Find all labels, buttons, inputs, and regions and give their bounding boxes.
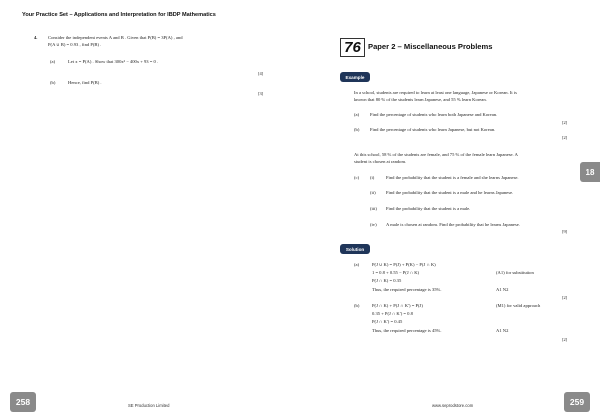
page-number-left: 258 xyxy=(10,392,36,412)
question-c-iii-text: Find the probability that the student is a male. xyxy=(386,206,471,211)
solution-b-line1: P(J ∩ K) + P(J ∩ K′) = P(J) xyxy=(372,303,423,308)
footer-publisher: SE Production Limited xyxy=(128,403,170,408)
chapter-number-box: 76 xyxy=(340,38,365,57)
solution-a-line2-note: (A1) for substitution xyxy=(496,270,534,275)
running-header: Your Practice Set – Applications and Interpretation for IBDP Mathematics xyxy=(22,12,216,18)
solution-b-marks: [2] xyxy=(562,337,568,342)
solution-a-label: (a) xyxy=(354,262,360,267)
question-text-line1: Consider the independent events A and B . Given that P(B) = 3P(A) , and xyxy=(48,35,183,40)
part-a-marks: [4] xyxy=(258,71,264,76)
example-badge: Example xyxy=(340,72,370,82)
solution-b-label: (b) xyxy=(354,303,360,308)
solution-b-line3: P(J ∩ K′) = 0.45 xyxy=(372,319,403,324)
solution-b-line4: Thus, the required percentage is 45%. xyxy=(372,328,442,333)
question-b-marks: [2] xyxy=(562,135,568,140)
question-number: 4. xyxy=(34,35,38,40)
question-a-label: (a) xyxy=(354,112,360,117)
solution-b-line2: 0.35 + P(J ∩ K′) = 0.8 xyxy=(372,311,413,316)
solution-a-line3: P(J ∩ K) = 0.35 xyxy=(372,278,402,283)
footer-website: www.seprodstore.com xyxy=(432,403,474,408)
solution-b-line4-note: A1 N2 xyxy=(496,328,509,333)
question-c-ii-text: Find the probability that the student is a male and he learns Japanese. xyxy=(386,190,514,195)
info-line2: student is chosen at random. xyxy=(354,159,407,164)
example-intro-line1: In a school, students are required to learn at least one language, Japanese or Korean. It is xyxy=(354,90,517,95)
question-c-marks: [9] xyxy=(562,229,568,234)
example-intro-line2: known that 80 % of the students learn Japanese, and 55 % learn Korean. xyxy=(354,97,487,102)
chapter-side-tab: 18 xyxy=(580,162,600,182)
question-c-i-text: Find the probability that the student is a female and she learns Japanese. xyxy=(386,175,519,180)
question-c-iii-label: (iii) xyxy=(370,206,377,211)
question-a-text: Find the percentage of students who learn both Japanese and Korean. xyxy=(370,112,498,117)
info-line1: At this school, 58 % of the students are female, and 75 % of the female learn Japanese. A xyxy=(354,152,518,157)
question-c-ii-label: (ii) xyxy=(370,190,376,195)
part-a-text: Let x = P(A) . Show that 300x² − 400x + 93 = 0 . xyxy=(68,59,159,64)
question-c-i-label: (i) xyxy=(370,175,375,180)
question-a-marks: [2] xyxy=(562,120,568,125)
part-b-text: Hence, find P(B) . xyxy=(68,80,102,85)
solution-a-line2: 1 = 0.8 + 0.55 − P(J ∩ K) xyxy=(372,270,420,275)
question-b-text: Find the percentage of students who learn Japanese, but not Korean. xyxy=(370,127,496,132)
part-b-label: (b) xyxy=(50,80,56,85)
question-c-iv-label: (iv) xyxy=(370,222,377,227)
chapter-title: Paper 2 – Miscellaneous Problems xyxy=(368,42,493,51)
question-c-iv-text: A male is chosen at random. Find the probability that he learns Japanese. xyxy=(386,222,520,227)
solution-a-line4-note: A1 N2 xyxy=(496,287,509,292)
solution-a-marks: [2] xyxy=(562,295,568,300)
page-number-right: 259 xyxy=(564,392,590,412)
part-b-marks: [3] xyxy=(258,91,264,96)
right-page xyxy=(300,0,600,420)
solution-b-line1-note: (M1) for valid approach xyxy=(496,303,541,308)
solution-a-line1: P(J ∪ K) = P(J) + P(K) − P(J ∩ K) xyxy=(372,262,436,267)
solution-badge: Solution xyxy=(340,244,370,254)
solution-a-line4: Thus, the required percentage is 35%. xyxy=(372,287,442,292)
question-text-line2: P(A ∪ B) = 0.93 , find P(B) . xyxy=(48,42,102,47)
part-a-label: (a) xyxy=(50,59,56,64)
question-b-label: (b) xyxy=(354,127,360,132)
question-c-label: (c) xyxy=(354,175,360,180)
